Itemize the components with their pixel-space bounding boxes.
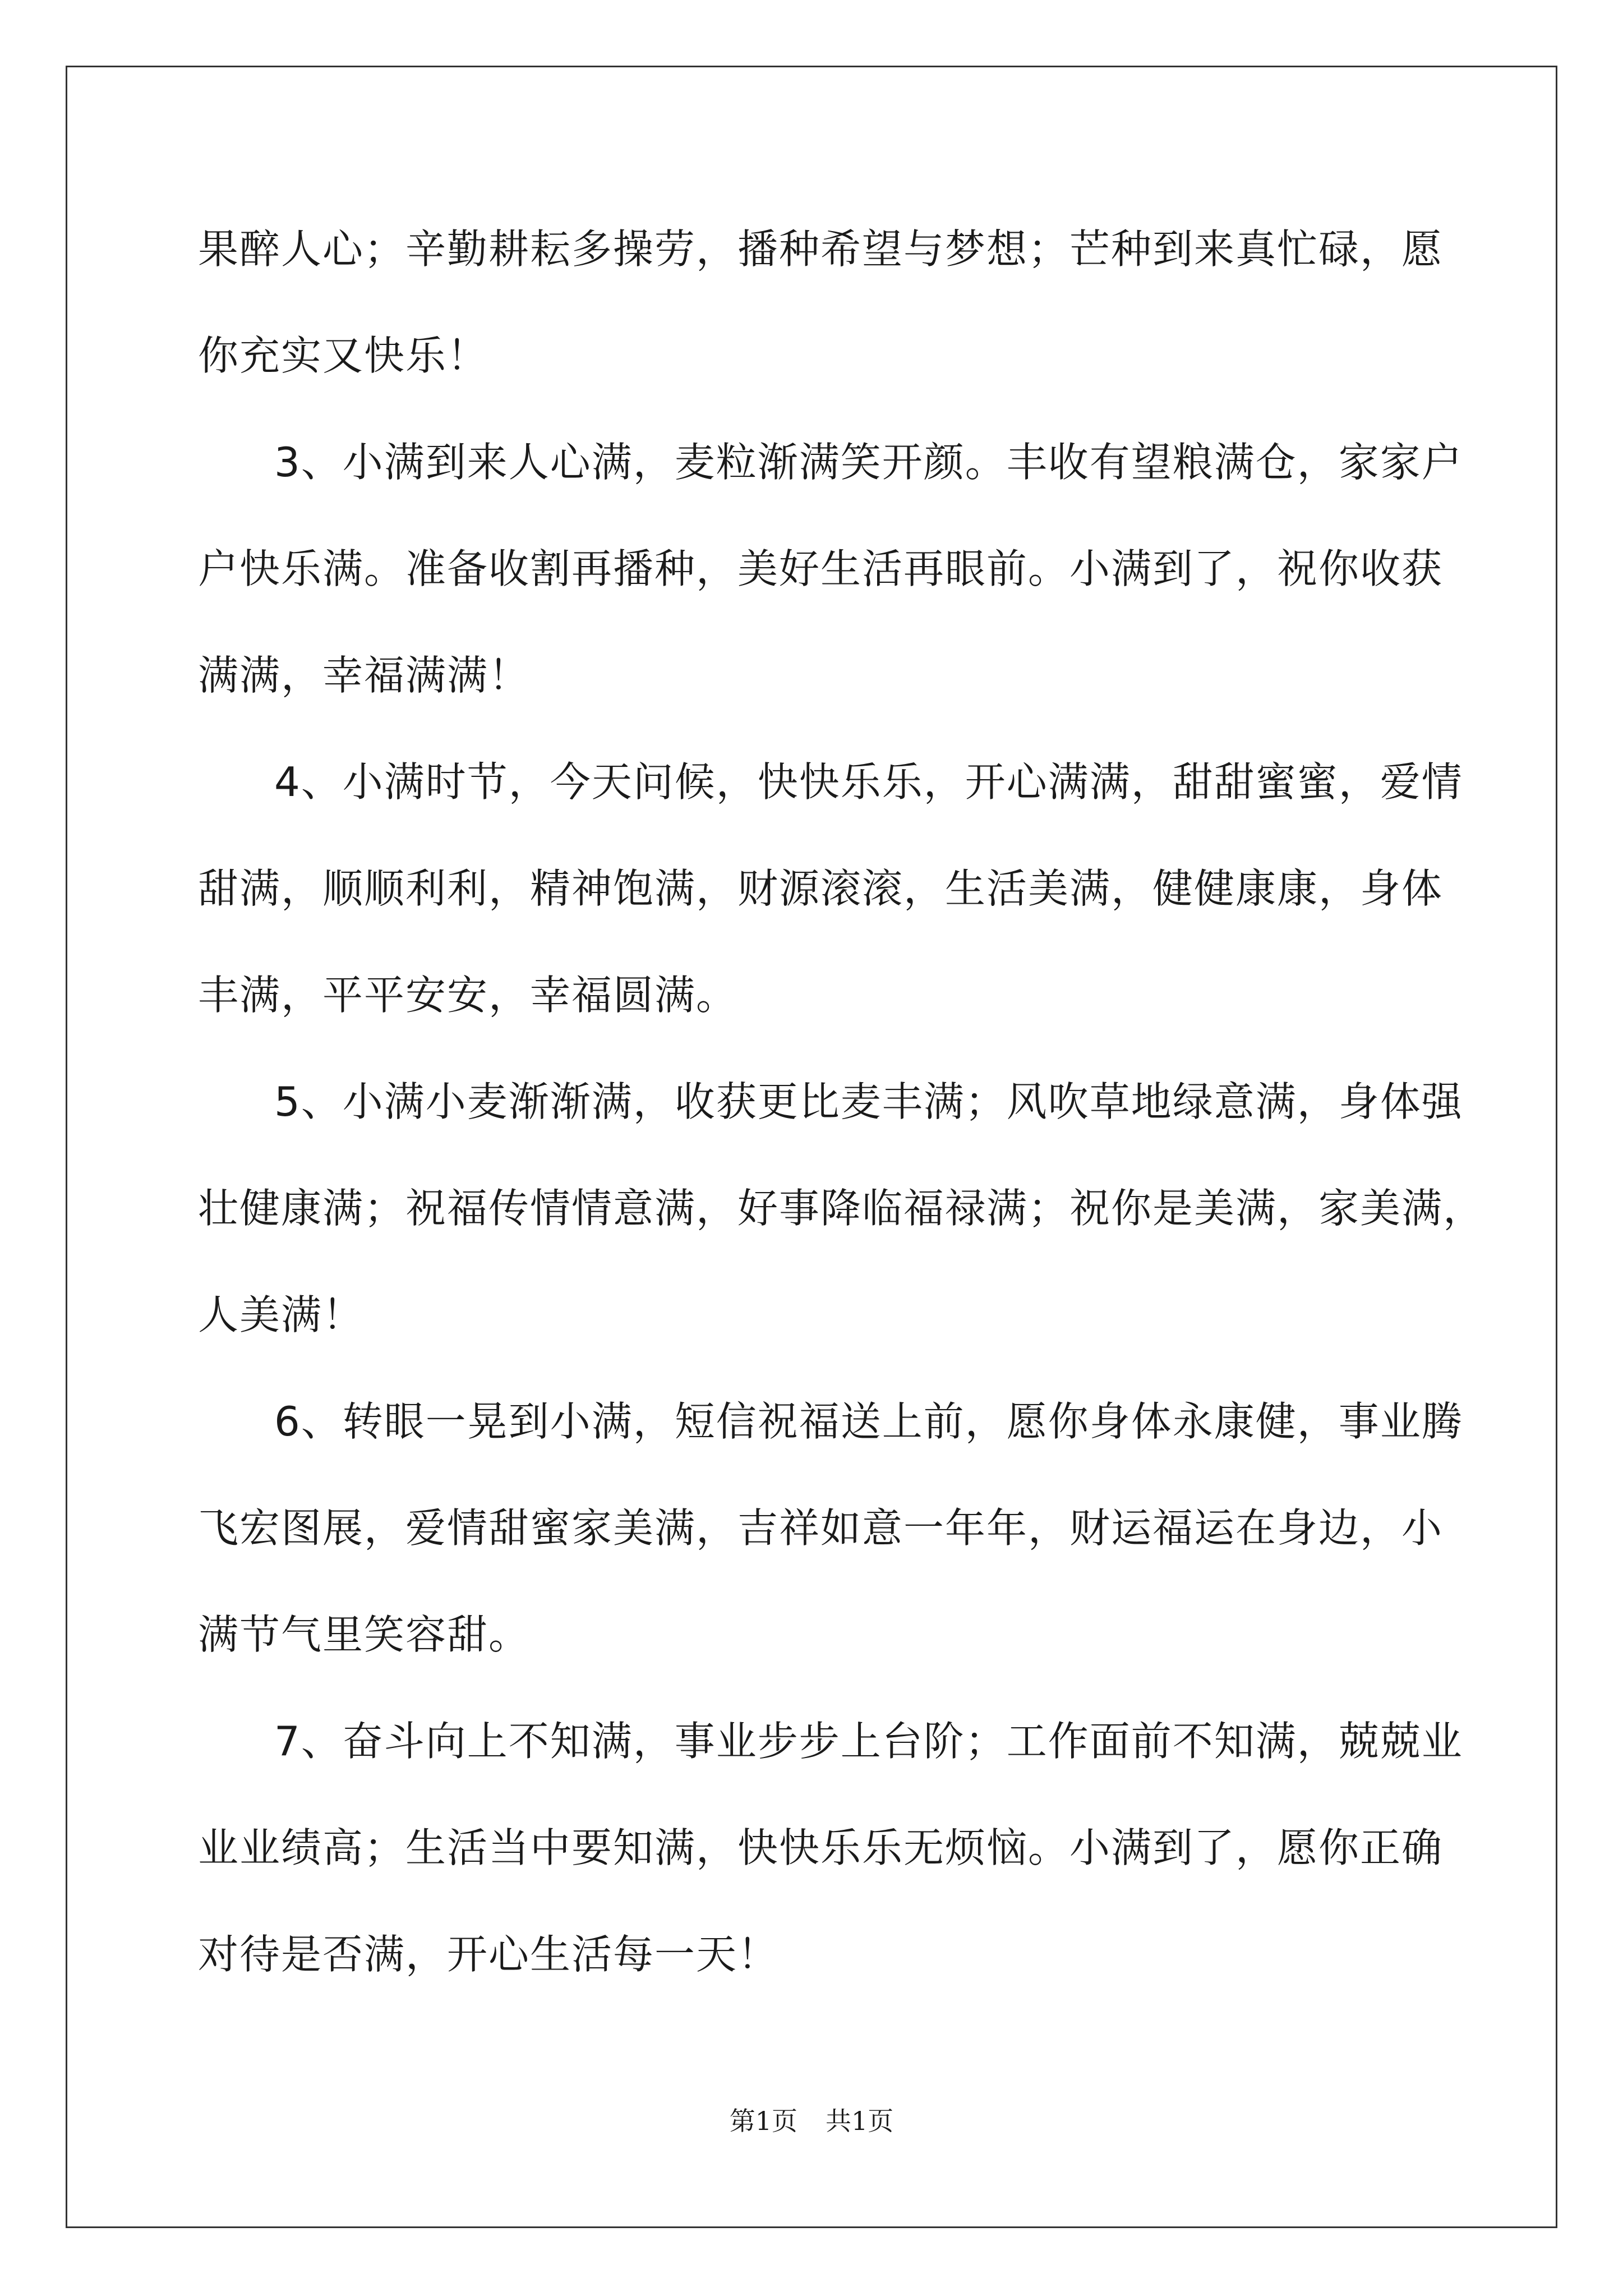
text-line: 3、小满到来人心满，麦粒渐满笑开颜。丰收有望粮满仓，家家户 xyxy=(274,439,1463,486)
text-line: 业业绩高；生活当中要知满，快快乐乐无烦恼。小满到了，愿你正确 xyxy=(198,1824,1444,1871)
page-total: 共1页 xyxy=(826,2106,894,2136)
text-line: 7、奋斗向上不知满，事业步步上台阶；工作面前不知满，兢兢业 xyxy=(274,1718,1463,1765)
page-footer xyxy=(0,2101,1623,2138)
text-line: 果醉人心；辛勤耕耘多操劳，播种希望与梦想；芒种到来真忙碌，愿 xyxy=(198,226,1444,273)
text-line: 4、小满时节，今天问候，快快乐乐，开心满满，甜甜蜜蜜，爱情 xyxy=(274,758,1463,806)
text-line: 人美满！ xyxy=(198,1291,365,1338)
text-line: 壮健康满；祝福传情情意满，好事降临福禄满；祝你是美满，家美满， xyxy=(198,1185,1485,1232)
text-line: 甜满，顺顺利利，精神饱满，财源滚滚，生活美满，健健康康，身体 xyxy=(198,865,1444,912)
text-line: 5、小满小麦渐渐满，收获更比麦丰满；风吹草地绿意满，身体强 xyxy=(274,1078,1463,1125)
document-body xyxy=(198,216,1485,2028)
text-line: 飞宏图展，爱情甜蜜家美满，吉祥如意一年年，财运福运在身边，小 xyxy=(198,1504,1444,1552)
text-line: 丰满，平平安安，幸福圆满。 xyxy=(198,972,738,1019)
page-number: 第1页 xyxy=(729,2106,797,2136)
text-line: 满节气里笑容甜。 xyxy=(198,1611,531,1658)
text-line: 对待是否满，开心生活每一天！ xyxy=(198,1931,780,1978)
text-line: 你充实又快乐！ xyxy=(198,332,489,379)
text-line: 6、转眼一晃到小满，短信祝福送上前，愿你身体永康健，事业腾 xyxy=(274,1398,1463,1445)
text-line: 满满，幸福满满！ xyxy=(198,652,531,699)
text-line: 户快乐满。准备收割再播种，美好生活再眼前。小满到了，祝你收获 xyxy=(198,545,1444,592)
